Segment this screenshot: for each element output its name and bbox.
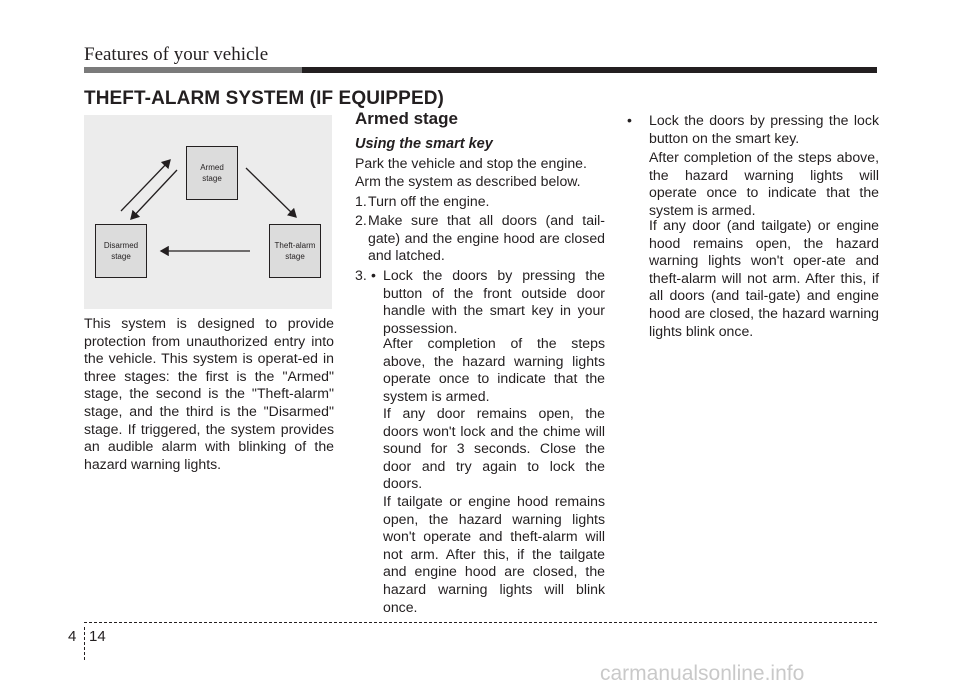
step-3-bullet: • xyxy=(371,267,376,283)
disarmed-stage-box xyxy=(95,224,147,278)
disarmed-stage-label: Disarmed stage xyxy=(103,241,139,261)
step-3-note-1: After completion of the steps above, the hazard warning lights operate once to indicate that the system is armed. xyxy=(383,335,605,404)
smart-key-lock-bullet xyxy=(627,112,879,147)
theft-alarm-stage-box xyxy=(269,224,321,278)
arrow-armed-to-theft xyxy=(246,168,296,217)
step-1-number: 1. xyxy=(355,193,367,209)
smart-key-subheading: Using the smart key xyxy=(355,136,493,152)
page-number: 14 xyxy=(89,628,106,645)
diagram-arrows xyxy=(84,115,332,309)
step-3-note-2: If any door remains open, the doors won't lock and the chime will sound for 3 seconds. Close the door and try again to lock the doors. xyxy=(383,405,605,492)
step-2-number: 2. xyxy=(355,212,367,228)
section-title: THEFT-ALARM SYSTEM (IF EQUIPPED) xyxy=(84,88,444,109)
armed-stage-heading: Armed stage xyxy=(355,109,458,128)
watermark: carmanualsonline.info xyxy=(600,662,805,685)
theft-alarm-stage-label: Theft-alarm stage xyxy=(274,241,316,261)
step-2 xyxy=(355,212,605,265)
intro-paragraph: This system is designed to provide protection from unauthorized entry into the vehicle. This system is operat-ed in three stages: the first is the "Armed" stage, the second is the "Theft-alarm" stage, and the third is the "Disarmed" stage. If triggered, the system provides an audible alarm with blinking of the hazard warning lights. xyxy=(84,315,334,472)
footer-separator xyxy=(84,627,85,660)
step-2-text: Make sure that all doors (and tail-gate) and the engine hood are closed and latched. xyxy=(368,212,605,264)
smart-key-note-2: If any door (and tailgate) or engine hood remains open, the hazard warning lights won't oper-ate and theft-alarm will not arm. After this, if all doors (and tail-gate) and engine hood are closed, the hazard warning lights blink once. xyxy=(649,217,879,339)
header-rule xyxy=(84,67,877,73)
armed-stage-label: Armed stage xyxy=(200,163,224,183)
step-1-text: Turn off the engine. xyxy=(368,193,490,209)
step-1 xyxy=(355,193,605,211)
armed-stage-box xyxy=(186,146,238,200)
header-title: Features of your vehicle xyxy=(84,44,269,65)
lock-bullet-text: Lock the doors by pressing the lock button on the smart key. xyxy=(649,112,879,146)
chapter-number: 4 xyxy=(68,628,77,645)
footer-rule xyxy=(84,622,877,623)
lock-bullet-marker: • xyxy=(627,112,632,128)
step-3 xyxy=(355,267,605,337)
smart-key-note-1: After completion of the steps above, the hazard warning lights will operate once to indicate that the system is armed. xyxy=(649,149,879,218)
step-3-text: Lock the doors by pressing the button of the front outside door handle with the smart key in your possession. xyxy=(383,267,605,336)
step-3-note-3: If tailgate or engine hood remains open, the hazard warning lights won't operate and theft-alarm will not arm. After this, if the tailgate and engine hood are closed, the hazard warning lights will blink once. xyxy=(383,493,605,615)
stage-diagram xyxy=(84,115,332,309)
armed-stage-intro: Park the vehicle and stop the engine. Arm the system as described below. xyxy=(355,155,587,189)
step-3-number: 3. xyxy=(355,267,367,283)
